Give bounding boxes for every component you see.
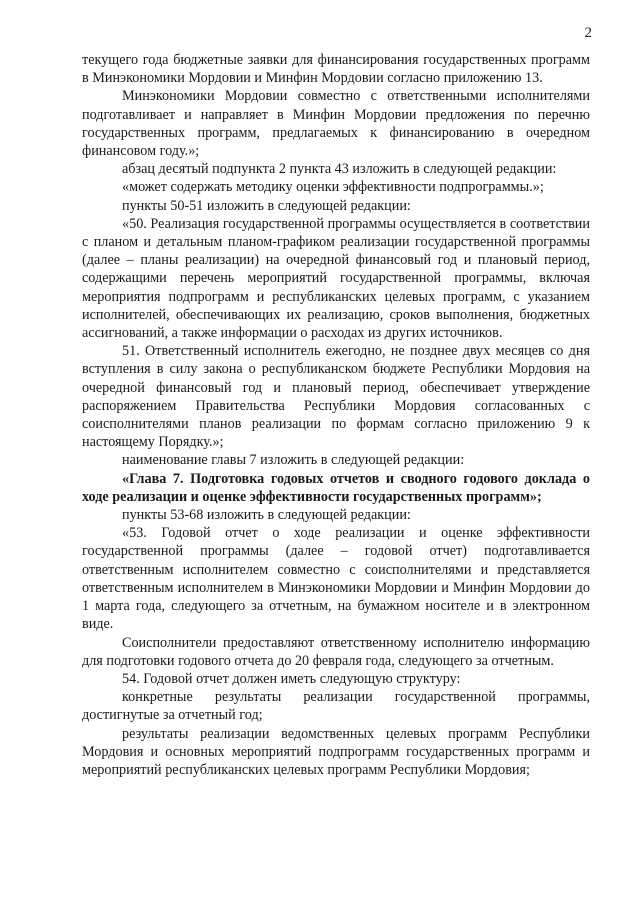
paragraph: «может содержать методику оценки эффективности подпрограммы.»;: [122, 179, 544, 196]
page-number: 2: [584, 25, 592, 41]
paragraph: пункты 53-68 изложить в следующей редакции:: [122, 507, 411, 524]
paragraph: 54. Годовой отчет должен иметь следующую структуру:: [122, 670, 461, 687]
paragraph: наименование главы 7 изложить в следующей редакции:: [122, 452, 465, 469]
paragraph: конкретные результаты реализации государственной программы, достигнутые за отчетный год;: [82, 689, 590, 724]
document-body: [82, 51, 590, 779]
paragraph: результаты реализации ведомственных целевых программ Республики Мордовия и основных мероприятий подпрограмм государственных программ и мероприятий республиканских целевых программ Республики Мордовия;: [82, 725, 590, 778]
chapter-heading: «Глава 7. Подготовка годовых отчетов и сводного годового доклада о ходе реализации и оценке эффективности государственных программ»;: [82, 470, 590, 505]
paragraph: 51. Ответственный исполнитель ежегодно, не позднее двух месяцев со дня вступления в силу закона о республиканском бюджете Республики Мордовия на очередной финансовый год и плановый период, обеспечивает утверждение распоряжением Правительства Республики Мордовия согласованных с соисполнителями планов реализации по формам согласно приложению 9 к настоящему Порядку.»;: [82, 343, 590, 451]
paragraph: текущего года бюджетные заявки для финансирования государственных программ в Минэкономики Мордовии и Минфин Мордовии согласно приложению 13.: [82, 52, 590, 87]
paragraph: «53. Годовой отчет о ходе реализации и оценке эффективности государственной программы (далее – годовой отчет) подготавливается ответственным исполнителем совместно с соисполнителями и представляется ответственным исполнителем в Минэкономики Мордовии и Минфин Мордовии до 1 марта года, следующего за отчетным, на бумажном носителе и в электронном виде.: [82, 525, 590, 633]
paragraph: Минэкономики Мордовии совместно с ответственными исполнителями подготавливает и направляет в Минфин Мордовии предложения по перечню государственных программ, предлагаемых к финансированию в очередном финансовом году.»;: [82, 88, 590, 160]
paragraph: пункты 50-51 изложить в следующей редакции:: [122, 197, 411, 214]
paragraph: «50. Реализация государственной программы осуществляется в соответствии с планом и детальным планом-графиком реализации государственной программы (далее – планы реализации) на очередной финансовый год и плановый период, содержащими перечень мероприятий государственной программы, включая мероприятия подпрограмм и республиканских целевых программ, с указанием исполнителей, обеспечивающих их реализацию, сроков выполнения, бюджетных ассигнований, а также информации о расходах из других источников.: [82, 215, 590, 342]
paragraph: абзац десятый подпункта 2 пункта 43 изложить в следующей редакции:: [122, 161, 557, 178]
paragraph: Соисполнители предоставляют ответственному исполнителю информацию для подготовки годового отчета до 20 февраля года, следующего за отчетным.: [82, 634, 590, 669]
